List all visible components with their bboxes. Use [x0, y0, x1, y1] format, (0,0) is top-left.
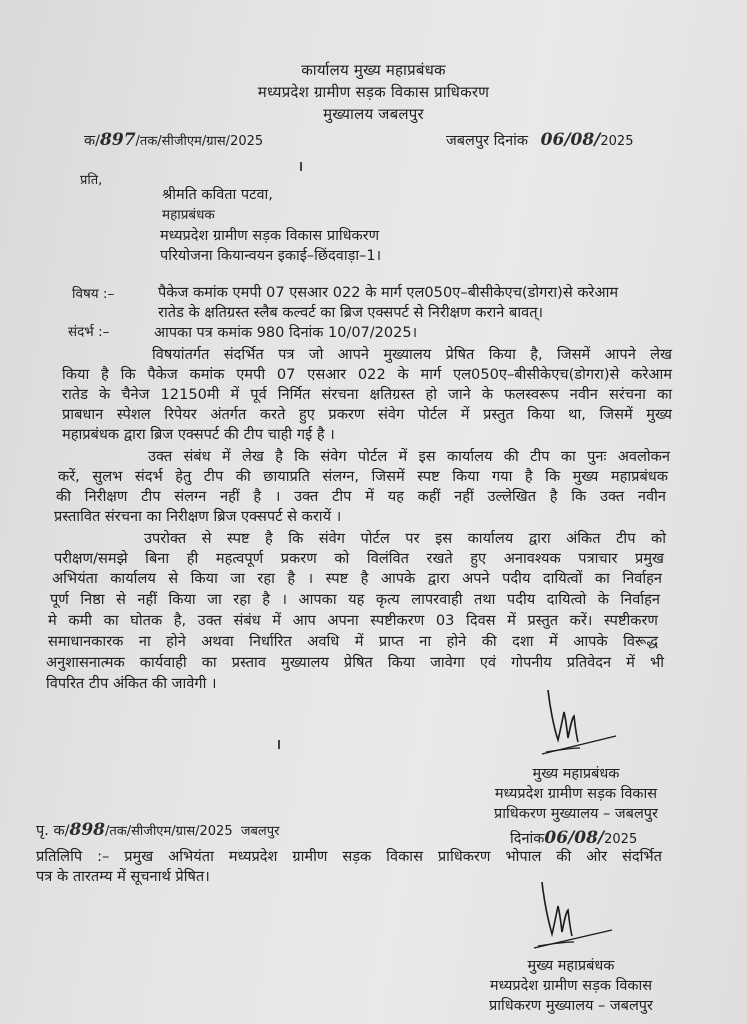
copy-date-handwritten: 06/08/ [544, 828, 605, 848]
body-line: प्रस्तावित संरचना का निरीक्षण ब्रिज एक्सपर्ट से करायें । [54, 508, 342, 525]
copy-to-line: प्रतिलिपि :– प्रमुख अभियंता मध्यप्रदेश ग्रामीण सड़क विकास प्राधिकरण भोपाल की ओर संदर्भित [36, 848, 662, 865]
reference-letter-text: आपका पत्र कमांक 980 दिनांक 10/07/2025। [154, 325, 418, 341]
signatory-organization: मध्यप्रदेश ग्रामीण सड़क विकास [489, 978, 653, 994]
body-line: समाधानकारक ना होने अथवा निर्धारित अवधि में प्राप्त ना होने की दशा में आपके विरूद्ध [48, 633, 658, 650]
signatory-organization: मध्यप्रदेश ग्रामीण सड़क विकास [494, 786, 658, 802]
body-line: महाप्रबंधक द्वारा ब्रिज एक्सपर्ट की टीप चाही गई है । [62, 426, 335, 443]
signature-2 [532, 880, 622, 950]
place-date-label: जबलपुर दिनांक [446, 133, 529, 149]
date-handwritten: 06/08/ [540, 130, 601, 150]
body-line: विषयांतर्गत संदर्भित पत्र जो आपने मुख्यालय प्रेषित किया है, जिसमें आपने लेख [152, 346, 672, 363]
recipient-name: श्रीमति कविता पटवा, [162, 187, 273, 203]
punch-mark [300, 162, 302, 171]
signatory-title: मुख्य महाप्रबंधक [527, 958, 615, 974]
signature-block-1 [478, 764, 674, 824]
body-line: उक्त संबंध में लेख है कि संवेग पोर्टल में इस कार्यालय की टीप का पुनः अवलोकन [148, 448, 670, 465]
signatory-office: प्राधिकरण मुख्यालय – जबलपुर [489, 998, 653, 1014]
letterhead-authority: मध्यप्रदेश ग्रामीण सड़क विकास प्राधिकरण [257, 83, 490, 101]
signature-1 [540, 688, 630, 756]
recipient-organization: मध्यप्रदेश ग्रामीण सड़क विकास प्राधिकरण [160, 228, 380, 244]
punch-mark [278, 740, 280, 749]
copy-to-line: पत्र के तारतम्य में सूचनार्थ प्रेषित। [36, 868, 210, 885]
copy-reference-date [510, 828, 637, 848]
body-line: करें, सुलभ संदर्भ हेतु टीप की छायाप्रति संलग्न, जिसमें स्पष्ट किया गया है कि मुख्य महाप्रबंधक [58, 468, 668, 485]
body-line: प्राबधान स्पेशल रिपेयर अंतर्गत करते हुए प्रकरण संवेग पोर्टल में प्रस्तुत किया था, जिसमें मुख्य [62, 406, 672, 423]
copy-date-label: दिनांक [510, 831, 545, 847]
body-line: किया है कि पैकेज कमांक एमपी 07 एसआर 022 के मार्ग एल050ए–बीसीकेएच(डोगरा)से करेआम [62, 366, 672, 383]
subject-label: विषय :– [72, 286, 115, 302]
copy-reference-number-handwritten: 898 [69, 820, 105, 840]
body-line: मे कमी का घोतक है, उक्त संबंध में आप अपना स्पष्टीकरण 03 दिवस में प्रस्तुत करें। स्पष्टीकरण [48, 612, 658, 629]
reference-date [446, 130, 633, 150]
body-line: अभियंता कार्यालय से किया जा रहा है । स्पष्ट है आपके द्वारा अपने पदीय दायित्वों का निर्वाहन [52, 570, 662, 587]
recipient-label: प्रति, [80, 173, 103, 188]
body-line: की निरीक्षण टीप संलग्न नहीं है । उक्त टीप में यह कहीं नहीं उल्लेखित है कि उक्त नवीन [56, 488, 666, 505]
reference-suffix: /तक/सीजीएम/ग्रास/2025 [135, 134, 264, 149]
recipient-unit: परियोजना कियान्वयन इकाई–छिंदवाड़ा–1। [160, 248, 382, 264]
signature-block-2 [470, 956, 672, 1016]
reference-number-handwritten: 897 [100, 130, 136, 150]
copy-reference-suffix: /तक/सीजीएम/ग्रास/2025 जबलपुर [104, 824, 280, 839]
recipient-designation: महाप्रबंधक [162, 207, 215, 223]
reference-number [84, 130, 263, 150]
copy-reference-number [36, 820, 279, 840]
body-line: रातेड के चैनेज 12150मी में पूर्व निर्मित संरचना क्षतिग्रस्त हो जाने के फलस्वरूप नवीन सरंचना का [62, 386, 672, 403]
body-line: उपरोक्त से स्पष्ट है कि संवेग पोर्टल पर इस कार्यालय द्वारा अंकित टीप को [144, 530, 666, 547]
subject-line-1: पैकेज कमांक एमपी 07 एसआर 022 के मार्ग एल050ए–बीसीकेएच(डोगरा)से करेआम [158, 284, 619, 301]
date-year: 2025 [600, 134, 634, 149]
body-line: अनुशासनात्मक कार्यवाही का प्रस्ताव मुख्यालय प्रेषित किया जावेगा एवं गोपनीय प्रतिवेदन में भी [46, 654, 664, 671]
letterhead-location: मुख्यालय जबलपुर [323, 105, 424, 123]
reference-letter-label: संदर्भ :– [68, 324, 110, 340]
reference-prefix: क/ [84, 133, 101, 149]
copy-reference-prefix: पृ. क/ [36, 823, 70, 839]
subject-line-2: रातेड के क्षतिग्रस्त स्लैब कल्वर्ट का ब्रिज एक्सपर्ट से निरीक्षण कराने बावत्। [158, 304, 544, 321]
signatory-office: प्राधिकरण मुख्यालय – जबलपुर [494, 806, 658, 822]
body-line: परीक्षण/समझे बिना ही महत्वपूर्ण प्रकरण को विलंवित रखते हुए अनावश्यक पत्राचार प्रमुख [54, 550, 664, 567]
signatory-title: मुख्य महाप्रबंधक [532, 766, 620, 782]
body-line: विपरित टीप अंकित की जावेगी । [46, 675, 217, 692]
letterhead-office: कार्यालय मुख्य महाप्रबंधक [301, 61, 446, 79]
body-line: पूर्ण निष्ठा से नहीं किया जा रहा है । आपका यह कृत्य लापरवाही तथा पदीय दायित्वो के निर्वाहन [50, 591, 660, 608]
copy-date-year: 2025 [604, 832, 638, 847]
